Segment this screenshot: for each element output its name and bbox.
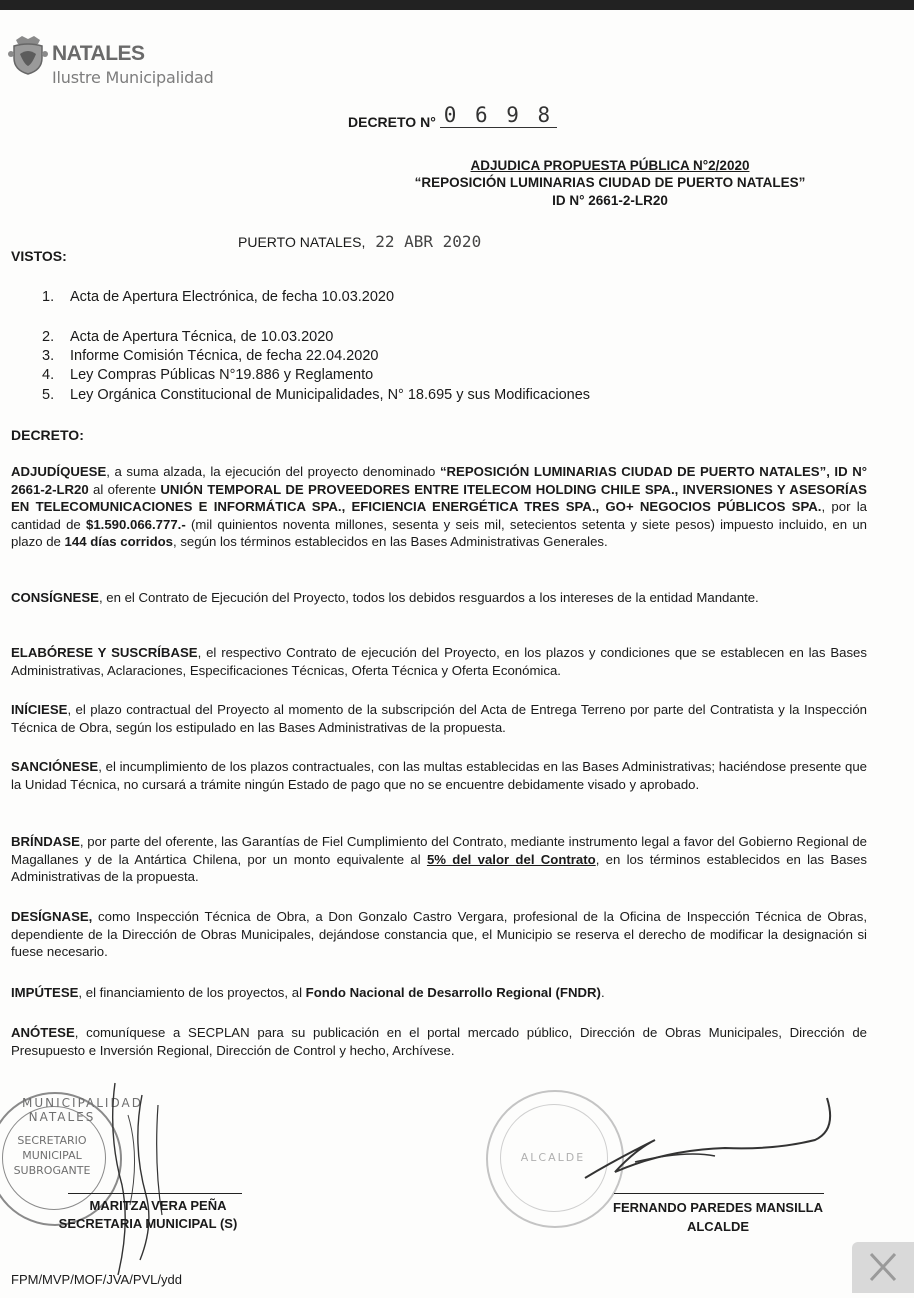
para-text: al oferente: [88, 481, 161, 497]
place-date: [238, 232, 481, 251]
para-text: , a suma alzada, la ejecución del proyecto denominado: [106, 464, 440, 479]
mayor-name: FERNANDO PAREDES MANSILLA: [613, 1200, 823, 1215]
para-text: como Inspección Técnica de Obra, a Don Gonzalo Castro Vergara, profesional de la Oficina de Inspección Técnica de Obras, dependiente de la Dirección de Obras Municipales, dejándose constancia que, el Municipio se reserva el derecho de modificar la designación si fuese necesario.: [11, 909, 867, 959]
para-text: .: [600, 985, 605, 1000]
para-text: , el incumplimiento de los plazos contractuales, con las multas establecidas en las Bases Administrativas; haciéndose presente que la Unidad Técnica, no cursará a trámite ningún Estado de pago que no se encuentre debidamente visado y aprobado.: [11, 759, 867, 792]
paragraph-iniciese: [11, 701, 867, 736]
municipal-crest-icon: [8, 34, 48, 78]
secretary-signature-line: [68, 1193, 242, 1194]
vistos-item: [42, 367, 373, 383]
para-text: , en los términos establecidos en las Bases Administrativas de la propuesta.: [11, 851, 867, 884]
para-lead: IMPÚTESE: [11, 985, 79, 1000]
vistos-item-text: Acta de Apertura Técnica, de 10.03.2020: [70, 329, 334, 345]
paragraph-elaborese: [11, 644, 867, 679]
decreto-heading: DECRETO:: [11, 427, 84, 443]
decree-number-line: [348, 103, 557, 132]
fund-name: Fondo Nacional de Desarrollo Regional (FNDR): [305, 985, 601, 1000]
vistos-item-text: Ley Compras Públicas N°19.886 y Reglamento: [70, 367, 374, 383]
paragraph-adjudiquese: [11, 463, 867, 551]
title-line-3: ID N° 2661-2-LR20: [552, 193, 668, 208]
vistos-heading: VISTOS:: [11, 248, 67, 264]
para-text: , por la cantidad de: [11, 499, 867, 532]
paragraph-consignese: [11, 589, 867, 607]
para-text: , según los términos establecidos en las Bases Administrativas Generales.: [173, 534, 608, 549]
mayor-role: ALCALDE: [686, 1219, 750, 1234]
vistos-item-number: 1.: [42, 289, 55, 305]
para-lead: CONSÍGNESE: [11, 590, 99, 605]
para-text: , en el Contrato de Ejecución del Proyecto, todos los debidos resguardos a los intereses de la entidad Mandante.: [98, 590, 759, 605]
place-city: PUERTO NATALES,: [238, 234, 366, 250]
vistos-item: [42, 329, 333, 345]
vistos-item: [42, 289, 394, 305]
para-text: , el respectivo Contrato de ejecución del Proyecto, en los plazos y condiciones que se establecen en las Bases Administrativas, Aclaraciones, Especificaciones Técnicas, Oferta Técnica y Oferta Económica.: [11, 645, 867, 678]
paragraph-anotese: [11, 1024, 867, 1059]
para-lead: BRÍNDASE: [11, 834, 80, 849]
secretary-signature: [70, 1075, 200, 1290]
close-button[interactable]: [852, 1242, 914, 1293]
date-stamp: 22 ABR 2020: [375, 232, 482, 251]
para-text: , el financiamiento de los proyectos, al: [78, 985, 306, 1000]
stamp-ring-text: MUNICIPALIDAD NATALES: [22, 1096, 143, 1124]
mayor-signature: [575, 1090, 845, 1190]
secretary-role: SECRETARIA MUNICIPAL (S): [58, 1216, 238, 1231]
para-text: , por parte del oferente, las Garantías de Fiel Cumplimiento del Contrato, mediante instrumento legal a favor del Gobierno Regional de Magallanes y de la Antártica Chilena, por un monto equivalente al: [11, 834, 867, 867]
vistos-item: [42, 387, 590, 403]
secretary-name: MARITZA VERA PEÑA: [89, 1198, 227, 1213]
paragraph-brindase: [11, 833, 867, 886]
mayor-signature-line: [614, 1193, 824, 1194]
vistos-item-number: 2.: [42, 329, 55, 345]
top-bar: [0, 0, 914, 10]
stamp-line-2: MUNICIPAL: [22, 1149, 82, 1162]
para-text: , comuníquese a SECPLAN para su publicación en el portal mercado público, Dirección de Obras Municipales, Dirección de Presupuesto e Inversión Regional, Dirección de Control y hecho, Archívese.: [11, 1025, 867, 1058]
municipality-logo: [8, 34, 248, 90]
vistos-item-text: Ley Orgánica Constitucional de Municipalidades, N° 18.695 y sus Modificaciones: [70, 387, 591, 403]
para-text: , el plazo contractual del Proyecto al momento de la subscripción del Acta de Entrega Terreno por parte del Contratista y la Inspección Técnica de Obra, según los estipulado en las Bases Administrativas de la propuesta.: [11, 702, 867, 735]
para-lead: INÍCIESE: [11, 702, 68, 717]
vistos-item-number: 4.: [42, 367, 55, 383]
guarantee-percentage: 5% del valor del Contrato: [426, 851, 596, 867]
vistos-item-text: Acta de Apertura Electrónica, de fecha 10.03.2020: [70, 289, 395, 305]
paragraph-imputese: [11, 984, 867, 1002]
decree-number: 0 6 9 8: [440, 103, 558, 128]
stamp-line-1: SECRETARIO: [17, 1134, 87, 1147]
vistos-item-text: Informe Comisión Técnica, de fecha 22.04.2020: [70, 348, 379, 364]
title-line-2: “REPOSICIÓN LUMINARIAS CIUDAD DE PUERTO NATALES”: [414, 175, 806, 190]
project-name: “REPOSICIÓN LUMINARIAS CIUDAD DE PUERTO NATALES”, ID N° 2661-2-LR20: [11, 464, 867, 497]
para-lead: SANCIÓNESE: [11, 759, 99, 774]
para-lead: ADJUDÍQUESE: [11, 464, 107, 479]
reference-initials: FPM/MVP/MOF/JVA/PVL/ydd: [11, 1272, 182, 1287]
bidder-name: UNIÓN TEMPORAL DE PROVEEDORES ENTRE ITELECOM HOLDING CHILE SPA., INVERSIONES Y ASESORÍAS EN TELECOMUNICACIONES E INFORMÁTICA SPA., EFICIENCIA ENERGÉTICA TRES SPA., GO+ NEGOCIOS PÚBLICOS SPA.: [11, 481, 867, 514]
para-text: (mil quinientos noventa millones, sesenta y seis mil, setecientos setenta y siete pesos) impuesto incluido, en un plazo de: [11, 516, 867, 549]
vistos-item: [42, 348, 378, 364]
mayor-stamp-text: ALCALDE: [520, 1151, 586, 1164]
para-lead: DESÍGNASE,: [11, 909, 93, 924]
decree-label: DECRETO N°: [348, 114, 436, 130]
para-lead: ANÓTESE: [11, 1025, 75, 1040]
paragraph-designase: [11, 908, 867, 961]
title-line-1: ADJUDICA PROPUESTA PÚBLICA N°2/2020: [470, 158, 750, 173]
vistos-item-number: 3.: [42, 348, 55, 364]
para-lead: ELABÓRESE Y SUSCRÍBASE: [11, 645, 198, 660]
term-days: 144 días corridos: [64, 534, 174, 549]
paragraph-sancionese: [11, 758, 867, 793]
logo-subtitle: Ilustre Municipalidad: [52, 68, 214, 87]
close-icon: [852, 1242, 914, 1293]
vistos-item-number: 5.: [42, 387, 55, 403]
amount: $1.590.066.777.-: [86, 516, 186, 532]
stamp-line-3: SUBROGANTE: [13, 1164, 91, 1177]
logo-name: NATALES: [52, 42, 145, 65]
